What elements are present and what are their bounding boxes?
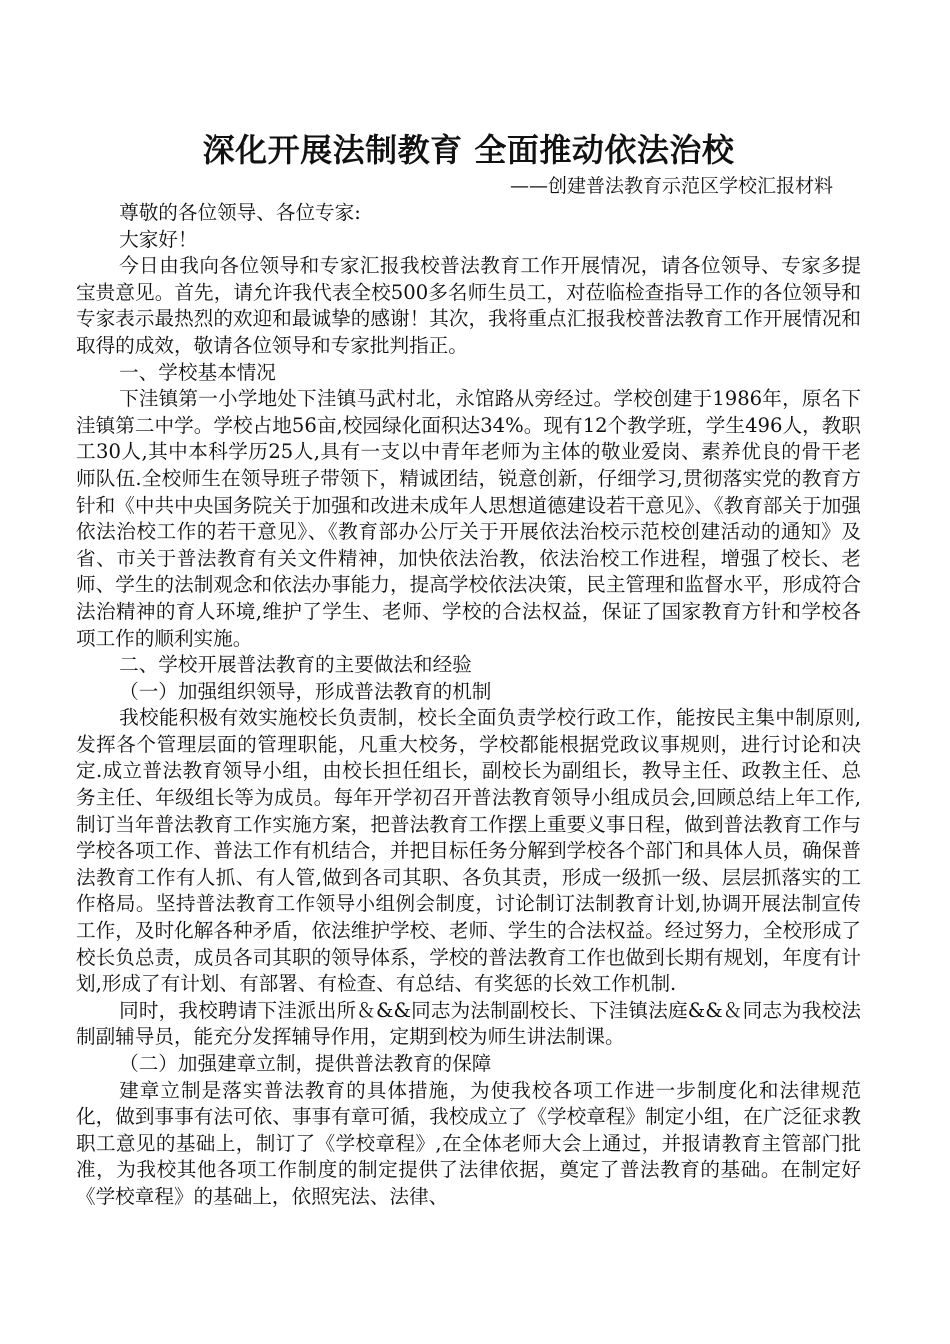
- section-heading-basic-info: 一、学校基本情况: [119, 360, 276, 384]
- subsection-organization-paragraph: 我校能积极有效实施校长负责制，校长全面负责学校行政工作，能按民主集中制原则,发挥各个管理层面的管理职能，凡重大校务，学校都能根据党政议事规则，进行讨论和决定.成立普法教育领导小组，由校长担任组长，副校长为副组长，教导主任、政教主任、总务主任、年级组长等为成员。每年开学初召开普法教育领导小组成员会,回顾总结上年工作,制订当年普法教育工作实施方案，把普法教育工作摆上重要义事日程，做到普法教育工作与学校各项工作、普法工作有机结合，并把目标任务分解到学校各个部门和具体人员，确保普法教育工作有人抓、有人管,做到各司其职、各负其责，形成一级抓一级、层层抓落实的工作格局。坚持普法教育工作领导小组例会制度，讨论制订法制教育计划,协调开展法制宣传工作，及时化解各种矛盾，依法维护学校、老师、学生的合法权益。经过努力，全校形成了校长负总责，成员各司其职的领导体系，学校的普法教育工作也做到长期有规划，年度有计划,形成了有计划、有部署、有检查、有总结、有奖惩的长效工作机制.: [76, 706, 861, 996]
- section-basic-info-paragraph: 下洼镇第一小学地处下洼镇马武村北，永馆路从旁经过。学校创建于1986年，原名下洼镇第二中学。学校占地56亩,校园绿化面积达34%。现有12个教学班，学生496人，教职工30人,其中本科学历25人,具有一支以中青年老师为主体的敬业爱岗、素养优良的骨干老师队伍.全校师生在领导班子带领下，精诚团结，锐意创新，仔细学习,贯彻落实党的教育方针和《中共中央国务院关于加强和改进未成年人思想道德建设若干意见》、《教育部关于加强依法治校工作的若干意见》、《教育部办公厅关于开展依法治校示范校创建活动的通知》及省、市关于普法教育有关文件精神，加快依法治教，依法治校工作进程，增强了校长、老师、学生的法制观念和依法办事能力，提高学校依法决策，民主管理和监督水平，形成符合法治精神的育人环境,维护了学生、老师、学校的合法权益，保证了国家教育方针和学校各项工作的顺利实施。: [76, 387, 861, 650]
- salutation: 尊敬的各位领导、各位专家:: [119, 201, 361, 224]
- greeting: 大家好！: [119, 227, 198, 251]
- section-heading-practices: 二、学校开展普法教育的主要做法和经验: [119, 653, 472, 677]
- document-title: 深化开展法制教育 全面推动依法治校: [202, 131, 735, 169]
- subsection-heading-organization: （一）加强组织领导，形成普法教育的机制: [119, 679, 492, 703]
- subsection-organization-paragraph-2: 同时，我校聘请下洼派出所＆&&同志为法制副校长、下洼镇法庭&&＆同志为我校法制副辅导员，能充分发挥辅导作用，定期到校为师生讲法制课。: [76, 998, 861, 1049]
- intro-paragraph: 今日由我向各位领导和专家汇报我校普法教育工作开展情况，请各位领导、专家多提宝贵意见。首先，请允许我代表全校500多名师生员工，对莅临检查指导工作的各位领导和专家表示最热烈的欢迎和最诚挚的感谢！其次，我将重点汇报我校普法教育工作开展情况和取得的成效，敬请各位领导和专家批判指正。: [76, 254, 861, 357]
- document-page: [76, 128, 861, 1211]
- document-subtitle: ——创建普法教育示范区学校汇报材料: [509, 175, 833, 197]
- subsection-heading-regulations: （二）加强建章立制，提供普法教育的保障: [119, 1052, 492, 1075]
- subsection-regulations-paragraph: 建章立制是落实普法教育的具体措施，为使我校各项工作进一步制度化和法律规范化，做到事事有法可依、事事有章可循，我校成立了《学校章程》制定小组，在广泛征求教职工意见的基础上，制订了《学校章程》,在全体老师大会上通过，并报请教育主管部门批准，为我校其他各项工作制度的制定提供了法律依据，奠定了普法教育的基础。在制定好《学校章程》的基础上，依照宪法、法律、: [76, 1078, 861, 1208]
